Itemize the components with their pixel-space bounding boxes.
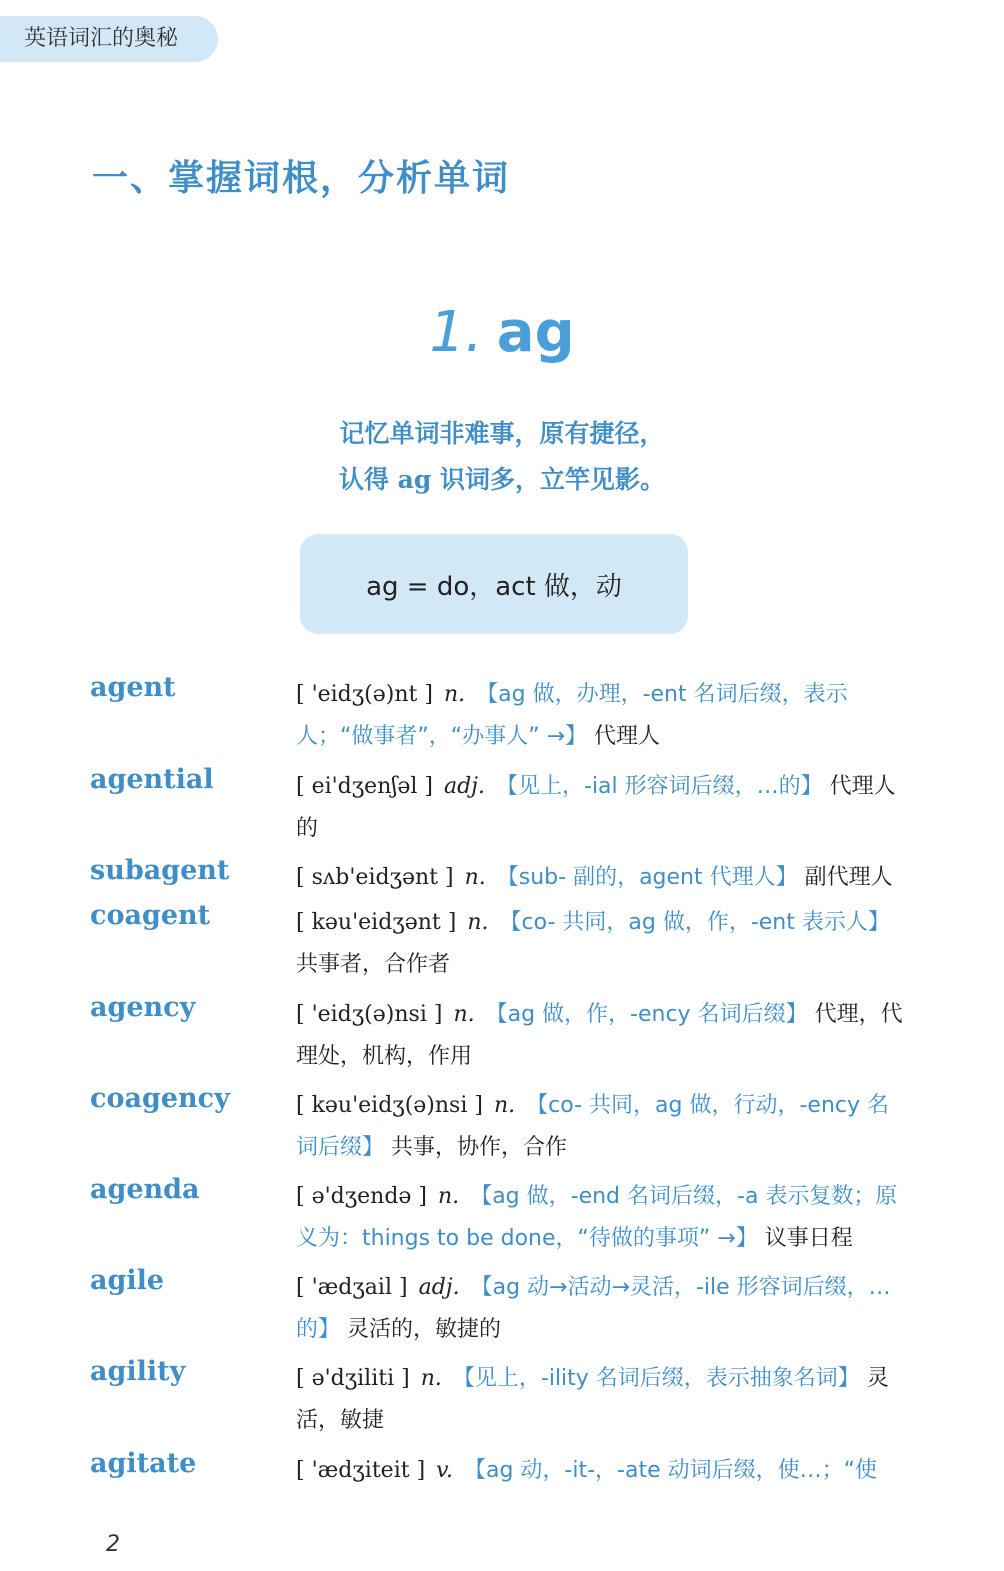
entry-gloss: 代理，代理处，机构，作用 [296, 1002, 903, 1069]
entry-definition [296, 1358, 904, 1442]
entry-part-of-speech: n. [453, 1002, 475, 1027]
entry-etymology: 【co- 共同，ag 做，作，-ent 表示人】 [499, 910, 890, 935]
entry-etymology: 【ag 动→活动→灵活，-ile 形容词后缀，…的】 [296, 1275, 891, 1342]
entry-part-of-speech: adj. [418, 1275, 460, 1300]
entry-phonetic: [ ei'dʒenʃəl ] [296, 774, 433, 799]
entry-definition [296, 1085, 904, 1169]
entry-part-of-speech: n. [464, 865, 486, 890]
root-name: ag [496, 300, 575, 365]
entry-phonetic: [ 'eidʒ(ə)nsi ] [296, 1002, 443, 1027]
entry-gloss: 灵活的，敏捷的 [347, 1317, 502, 1342]
entry-definition [296, 994, 904, 1078]
entry-gloss: 副代理人 [804, 865, 893, 890]
entry-gloss: 代理人的 [296, 774, 896, 841]
root-meaning: ag = do，act 做，动 [366, 571, 622, 602]
entry-gloss: 共事，协作，合作 [391, 1135, 568, 1160]
entry-word: agent [90, 672, 176, 703]
entry-phonetic: [ kəu'eidʒ(ə)nsi ] [296, 1093, 483, 1118]
book-title-tab [0, 16, 218, 62]
entry-phonetic: [ kəu'eidʒənt ] [296, 910, 457, 935]
entry-phonetic: [ 'eidʒ(ə)nt ] [296, 682, 433, 707]
entry-definition [296, 1267, 904, 1351]
entry-gloss: 灵活，敏捷 [296, 1366, 889, 1433]
entry-part-of-speech: v. [436, 1458, 453, 1483]
entry-part-of-speech: n. [467, 910, 489, 935]
entry-definition [296, 857, 904, 899]
entry-word: agential [90, 764, 214, 795]
entry-etymology: 【sub- 副的，agent 代理人】 [496, 865, 798, 890]
entry-part-of-speech: n. [438, 1184, 460, 1209]
entry-part-of-speech: n. [493, 1093, 516, 1118]
entry-phonetic: [ 'ædʒiteit ] [296, 1458, 426, 1483]
root-number: 1. [429, 300, 483, 365]
entry-gloss: 代理人 [594, 724, 661, 749]
entry-phonetic: [ ə'dʒiliti ] [296, 1366, 410, 1391]
entry-definition [296, 1176, 904, 1260]
entry-phonetic: [ 'ædʒail ] [296, 1275, 408, 1300]
entry-definition [296, 766, 904, 850]
entry-etymology: 【ag 动，-it-，-ate 动词后缀，使…；“使 [463, 1458, 877, 1483]
entry-gloss: 共事者，合作者 [296, 952, 451, 977]
section-title: 一、掌握词根，分析单词 [92, 158, 511, 199]
entry-word: coagent [90, 900, 211, 931]
entry-etymology: 【见上，-ial 形容词后缀，…的】 [496, 774, 823, 799]
entry-word: subagent [90, 855, 230, 886]
entry-definition [296, 902, 904, 986]
book-title: 英语词汇的奥秘 [24, 26, 179, 51]
entry-etymology: 【ag 做，作，-ency 名词后缀】 [485, 1002, 808, 1027]
entry-definition [296, 1450, 904, 1492]
mnemonic-verse-line-1: 记忆单词非难事，原有捷径， [339, 419, 665, 448]
entry-etymology: 【ag 做，办理，-ent 名词后缀，表示人；“做事者”，“办事人” →】 [296, 682, 848, 749]
entry-etymology: 【co- 共同，ag 做，行动，-ency 名词后缀】 [296, 1093, 890, 1160]
entry-phonetic: [ sʌb'eidʒənt ] [296, 865, 454, 890]
entry-gloss: 议事日程 [764, 1226, 853, 1251]
page-number: 2 [106, 1532, 120, 1557]
entry-word: agency [90, 992, 196, 1023]
entry-definition [296, 674, 904, 758]
entry-word: agility [90, 1356, 186, 1387]
entry-word: coagency [90, 1083, 230, 1114]
root-heading [0, 300, 1004, 365]
entry-part-of-speech: adj. [443, 774, 485, 799]
entry-etymology: 【见上，-ility 名词后缀，表示抽象名词】 [452, 1366, 860, 1391]
mnemonic-verse-line-2: 认得 ag 识词多，立竿见影。 [338, 465, 666, 494]
entry-word: agile [90, 1265, 165, 1296]
entry-word: agenda [90, 1174, 200, 1205]
entry-part-of-speech: n. [443, 682, 466, 707]
entry-phonetic: [ ə'dʒendə ] [296, 1184, 428, 1209]
root-meaning-box [300, 534, 688, 634]
entry-etymology: 【ag 做，-end 名词后缀，-a 表示复数；原义为：things to be done，“待做的事项” →】 [296, 1184, 898, 1251]
entry-part-of-speech: n. [420, 1366, 442, 1391]
entry-word: agitate [90, 1448, 197, 1479]
